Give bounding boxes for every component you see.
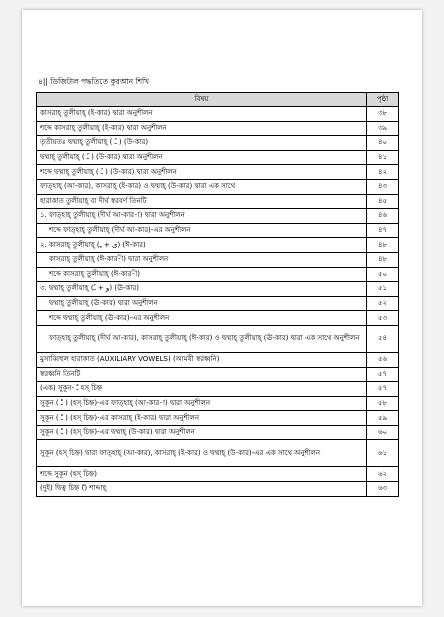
table-row bbox=[37, 311, 399, 326]
book-page bbox=[22, 10, 422, 606]
page-number-cell: ৪৭ bbox=[367, 223, 399, 238]
page-number-cell: ৬০ bbox=[367, 425, 399, 440]
page-number-cell: ৩৯ bbox=[367, 121, 399, 136]
page-number-cell: ৪৫ bbox=[367, 194, 399, 209]
topic-cell: ১. ফাত্‌হাহ্ তুলীয়াহ্ (দীর্ঘ আ-কার-া) দ্বারা অনুশীলন bbox=[37, 209, 367, 224]
page-number-cell: ৫০ bbox=[367, 267, 399, 282]
table-row bbox=[37, 209, 399, 224]
page-number-cell: ৬২ bbox=[367, 467, 399, 482]
topic-column-header: বিষয় bbox=[37, 93, 367, 107]
topic-cell: সুকূন ( ـْ ) (হস্‌ চিহ্ন)-এর কাসরাহ্ (ই-কার) দ্বারা অনুশীলন bbox=[37, 411, 367, 426]
table-header-row bbox=[37, 93, 399, 107]
topic-cell: ৩. দ্বম্মাহ্ তুলীয়াহ্ (و + ـُ) (ঊ-কার) bbox=[37, 282, 367, 297]
table-row bbox=[37, 252, 399, 267]
table-row bbox=[37, 467, 399, 482]
table-row bbox=[37, 136, 399, 151]
table-row bbox=[37, 482, 399, 497]
page-number-cell: ৫৮ bbox=[367, 396, 399, 411]
page-number-cell: ৪০ bbox=[367, 136, 399, 151]
page-number-cell: ৪৩ bbox=[367, 179, 399, 194]
page-number-cell: ৬৩ bbox=[367, 482, 399, 497]
table-row bbox=[37, 223, 399, 238]
page-number-cell: ৫৬ bbox=[367, 352, 399, 367]
topic-cell: মুসাব্বিহুল হারাকাত (AUXILIARY VOWELS) (আমযী স্বরধ্বনি) bbox=[37, 352, 367, 367]
table-row bbox=[37, 267, 399, 282]
topic-cell: সুকূন ( ـْ ) (হস্‌ চিহ্ন)-এর দ্বম্মাহ্ (উ-কার) দ্বারা অনুশীলন bbox=[37, 425, 367, 440]
topic-cell: শব্দে দ্বম্মাহ্ তুলীয়াহ্ ( ـُ ) (উ-কার) দ্বারা অনুশীলন bbox=[37, 165, 367, 180]
topic-cell: কাসরাহ্ তুলীয়াহ্ (ই-কার) দ্বারা অনুশীলন bbox=[37, 107, 367, 122]
topic-cell: সুকূন (হস্‌ চিহ্ন) দ্বারা ফাত্‌হাহ্ (আ-কার), কাসরাহ্ (ই-কার) ও দ্বম্মাহ্ (উ-কার)-এর এক সাথে অনুশীলন bbox=[37, 440, 367, 467]
page-number-cell: ৪৮ bbox=[367, 238, 399, 253]
topic-cell: (এক) সুকূন- ـْ হস্‌ চিহ্ন bbox=[37, 382, 367, 397]
table-row bbox=[37, 194, 399, 209]
page-number-cell: ৫৭ bbox=[367, 367, 399, 382]
topic-cell: দ্বম্মাহ্ তুলীয়াহ্ ( ـُ ) (উ-কার) দ্বারা অনুশীলন bbox=[37, 150, 367, 165]
topic-cell: হারাকাত তুলীয়াহ্ বা দীর্ঘ স্বরবর্ণ তিনটি bbox=[37, 194, 367, 209]
page-number-cell: ৫৩ bbox=[367, 311, 399, 326]
topic-cell: সুকূন ( ـْ ) (হস্‌ চিহ্ন)-এর ফাত্‌হাহ্ (আ-কার-া) দ্বারা অনুশীলন bbox=[37, 396, 367, 411]
table-row bbox=[37, 425, 399, 440]
page-number-cell: ৪১ bbox=[367, 150, 399, 165]
table-row bbox=[37, 121, 399, 136]
topic-cell: ২. কাসরাহ্ তুলীয়াহ্ (ى + ـِ) (ঈ-কার) bbox=[37, 238, 367, 253]
table-row bbox=[37, 440, 399, 467]
table-row bbox=[37, 352, 399, 367]
page-number-cell: ৫৯ bbox=[367, 411, 399, 426]
page-number-cell: ৪৮ bbox=[367, 252, 399, 267]
page-header: ৪|| ডিজিটাল পদ্ধতিতে কুরআন শিখি bbox=[38, 77, 150, 86]
topic-cell: (দুই) দ্বিত্ব চিহ্ন (ّ) শাদ্দাহ্ bbox=[37, 482, 367, 497]
topic-cell: শব্দে দ্বম্মাহ্ তুলীয়াহ্ (ঊ-কার)-এর অনুশীলন bbox=[37, 311, 367, 326]
page-number-cell: ৫৭ bbox=[367, 382, 399, 397]
topic-cell: ফাত্‌হাহ্ (আ-কার), কাসরাহ্ (ই-কার) ও দ্বম্মাহ্ (উ-কার) দ্বারা এক সাথে bbox=[37, 179, 367, 194]
page-number-cell: ৫৪ bbox=[367, 325, 399, 352]
table-row bbox=[37, 367, 399, 382]
table-row bbox=[37, 150, 399, 165]
table-row bbox=[37, 282, 399, 297]
topic-cell: তৃতীয়তঃ দ্বম্মাহ্ তুলীয়াহ্ ( ـُ ) (উ-কার) bbox=[37, 136, 367, 151]
table-row bbox=[37, 238, 399, 253]
page-number-cell: ৪২ bbox=[367, 165, 399, 180]
topic-cell: শব্দে কাসরাহ্ তুলীয়াহ্ (ঈ-কার-ী) bbox=[37, 267, 367, 282]
table-row bbox=[37, 411, 399, 426]
topic-cell: স্বরধ্বনি তিনটি bbox=[37, 367, 367, 382]
table-row bbox=[37, 296, 399, 311]
page-number-cell: ৩৮ bbox=[367, 107, 399, 122]
page-number-cell: ৫১ bbox=[367, 282, 399, 297]
topic-cell: কাসরাহ্ তুলীয়াহ্ (ঈ-কার-ী) দ্বারা অনুশীলন bbox=[37, 252, 367, 267]
table-row bbox=[37, 165, 399, 180]
page-number-cell: ৪৬ bbox=[367, 209, 399, 224]
topic-cell: ফাত্‌হাহ্ তুলীয়াহ্ (দীর্ঘ আ-কার), কাসরাহ্ তুলীয়াহ্ (ঈ-কার) ও দ্বম্মাহ্ তুলীয়াহ্ (ঊ-কার) দ্বারা এক সাথে অনুশীলন bbox=[37, 325, 367, 352]
topic-cell: শব্দে সুকূন (হস্‌ চিহ্ন) bbox=[37, 467, 367, 482]
table-row bbox=[37, 107, 399, 122]
table-row bbox=[37, 382, 399, 397]
page-number-cell: ৫২ bbox=[367, 296, 399, 311]
topic-cell: দ্বম্মাহ্ তুলীয়াহ্ (ঊ-কার) দ্বারা অনুশীলন bbox=[37, 296, 367, 311]
topic-cell: শব্দে ফাত্‌হাহ্ তুলীয়াহ্ (দীর্ঘ আ-কার)-এর অনুশীলন bbox=[37, 223, 367, 238]
contents-table bbox=[36, 92, 399, 497]
table-body bbox=[37, 107, 399, 497]
page-number-cell: ৬১ bbox=[367, 440, 399, 467]
table-row bbox=[37, 325, 399, 352]
table-row bbox=[37, 179, 399, 194]
page-column-header: পৃষ্ঠা bbox=[367, 93, 399, 107]
topic-cell: শব্দে কাসরাহ্ তুলীয়াহ্ (ই-কার) দ্বারা অনুশীলন bbox=[37, 121, 367, 136]
table-row bbox=[37, 396, 399, 411]
